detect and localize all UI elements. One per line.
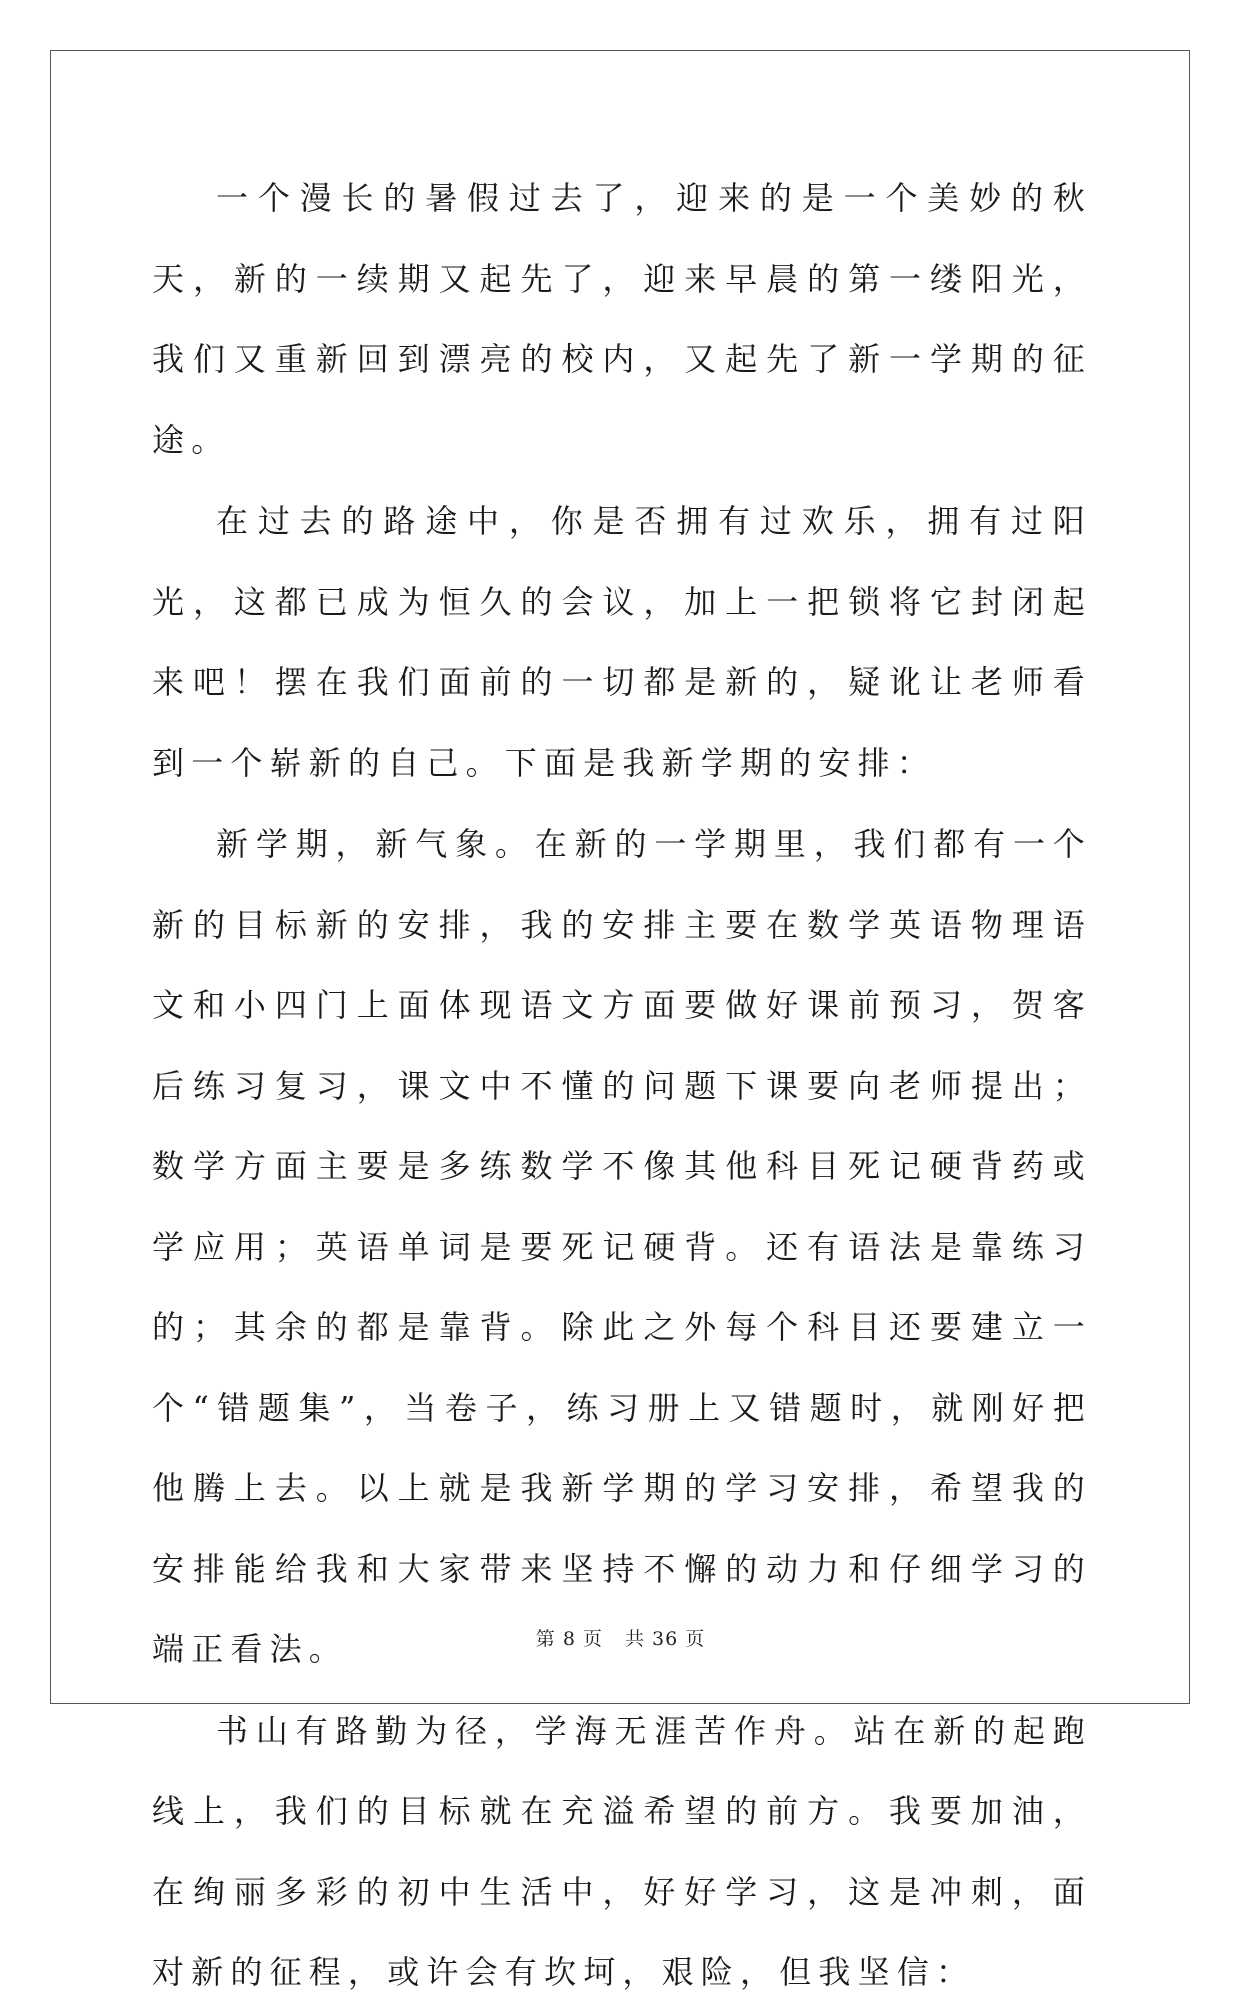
page-number: 第 8 页: [535, 1628, 603, 1650]
paragraph-1: 一个漫长的暑假过去了，迎来的是一个美妙的秋天，新的一续期又起先了，迎来早晨的第一缕阳光，我们又重新回到漂亮的校内，又起先了新一学期的征途。: [152, 179, 1092, 459]
paragraph-2: 在过去的路途中，你是否拥有过欢乐，拥有过阳光，这都已成为恒久的会议，加上一把锁将它封闭起来吧！摆在我们面前的一切都是新的，疑讹让老师看到一个崭新的自己。下面是我新学期的安排：: [152, 502, 1092, 782]
page-total: 共 36 页: [624, 1628, 706, 1650]
document-body: [152, 158, 1092, 2014]
paragraph-4: 书山有路勤为径，学海无涯苦作舟。站在新的起跑线上，我们的目标就在充溢希望的前方。我要加油，在绚丽多彩的初中生活中，好好学习，这是冲刺，面对新的征程，或许会有坎坷，艰险，但我坚信：: [152, 1711, 1092, 1991]
paragraph-3: 新学期，新气象。在新的一学期里，我们都有一个新的目标新的安排，我的安排主要在数学英语物理语文和小四门上面体现语文方面要做好课前预习，贺客后练习复习，课文中不懂的问题下课要向老师提出；数学方面主要是多练数学不像其他科目死记硬背药或学应用；英语单词是要死记硬背。还有语法是靠练习的；其余的都是靠背。除此之外每个科目还要建立一个“错题集”，当卷子，练习册上又错题时，就刚好把他腾上去。以上就是我新学期的学习安排，希望我的安排能给我和大家带来坚持不懈的动力和仔细学习的端正看法。: [152, 825, 1092, 1668]
page-footer: [0, 1624, 1241, 1651]
